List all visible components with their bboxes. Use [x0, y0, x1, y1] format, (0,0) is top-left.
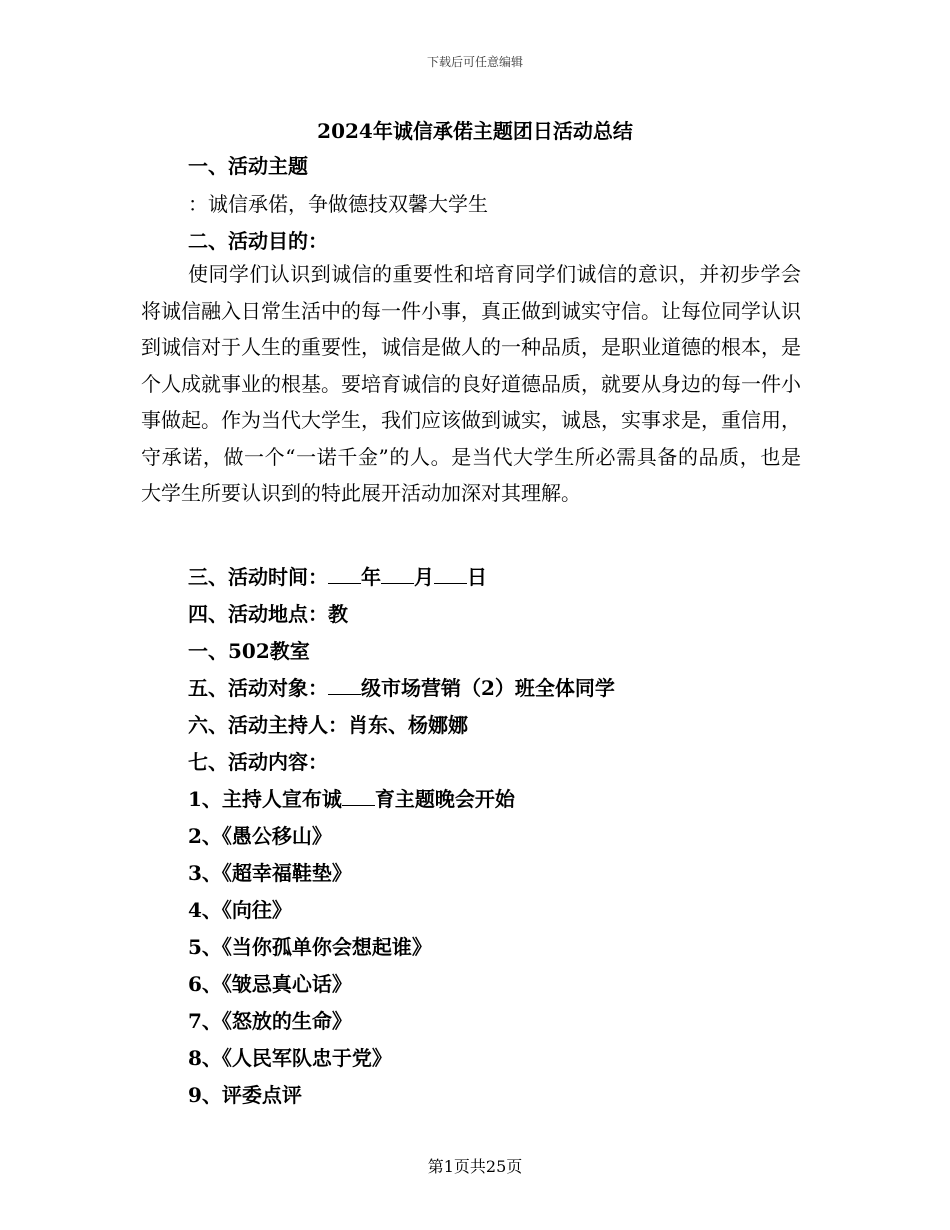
blank-line [328, 565, 361, 584]
blank-line [434, 565, 467, 584]
theme-text: ：诚信承偌，争做德技双馨大学生 [188, 192, 488, 216]
item1-prefix: 1、主持人宣布诚 [188, 787, 342, 811]
time-year: 年 [361, 565, 381, 589]
blank-line [342, 787, 375, 806]
time-day: 日 [467, 565, 487, 589]
theme-heading: 一、活动主题 [188, 154, 308, 178]
program-item: 8、《人民军队忠于党》 [188, 1046, 392, 1070]
program-item: 3、《超幸福鞋垫》 [188, 861, 352, 885]
target-rest: 级市场营销（2）班全体同学 [361, 676, 615, 700]
activity-host: 六、活动主持人：肖东、杨娜娜 [188, 713, 468, 737]
purpose-paragraph: 使同学们认识到诚信的重要性和培育同学们诚信的意识，并初步学会将诚信融入日常生活中的每一件小事，真正做到诚实守信。让每位同学认识到诚信对于人生的重要性，诚信是做人的一种品质，是职业道德的根本，是个人成就事业的根基。要培育诚信的良好道德品质，就要从身边的每一件小事做起。作为当代大学生，我们应该做到诚实，诚恳，实事求是，重信用，守承诺，做一个“一诺千金”的人。是当代大学生所必需具备的品质，也是大学生所要认识到的特此展开活动加深对其理解。 [141, 262, 801, 505]
target-label: 五、活动对象： [188, 676, 328, 700]
document-title: 2024年诚信承偌主题团日活动总结 [317, 119, 633, 143]
time-label: 三、活动时间： [188, 565, 328, 589]
program-item: 2、《愚公移山》 [188, 824, 332, 848]
program-item: 6、《皱忌真心话》 [188, 972, 352, 996]
page-footer: 第1页共25页 [427, 1157, 523, 1176]
program-item: 5、《当你孤单你会想起谁》 [188, 935, 432, 959]
blank-line [381, 565, 414, 584]
program-item-1 [188, 783, 515, 812]
program-item: 7、《怒放的生命》 [188, 1009, 352, 1033]
purpose-heading: 二、活动目的： [188, 229, 328, 253]
item1-suffix: 育主题晚会开始 [374, 787, 515, 811]
program-item: 4、《向往》 [188, 898, 292, 922]
program-item: 9、评委点评 [188, 1083, 302, 1107]
activity-time [188, 561, 487, 590]
activity-place: 四、活动地点：教 [188, 602, 348, 626]
time-month: 月 [414, 565, 434, 589]
activity-target [188, 672, 615, 701]
content-heading: 七、活动内容： [188, 750, 328, 774]
activity-room: 一、502教室 [188, 639, 310, 663]
blank-line [328, 676, 361, 695]
header-note: 下载后可任意编辑 [426, 55, 523, 69]
